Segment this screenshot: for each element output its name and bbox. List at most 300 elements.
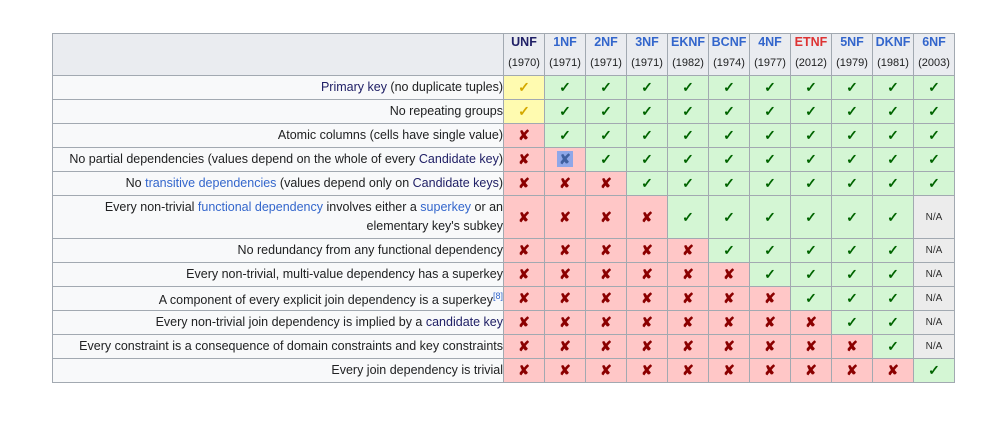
cross-icon: ✘ (846, 362, 858, 379)
table-cell (791, 148, 832, 172)
table-cell (873, 263, 914, 287)
table-cell (832, 148, 873, 172)
table-cell (791, 359, 832, 383)
table-cell (668, 287, 709, 311)
normal-forms-table (52, 33, 955, 383)
table-cell (504, 196, 545, 239)
table-cell (873, 287, 914, 311)
cross-icon: ✘ (887, 362, 899, 379)
cross-icon: ✘ (518, 242, 530, 258)
table-cell (668, 124, 709, 148)
check-icon: ✓ (723, 103, 735, 119)
table-cell (627, 311, 668, 335)
table-cell (914, 359, 955, 383)
cross-icon: ✘ (559, 290, 571, 307)
check-icon: ✓ (846, 103, 858, 119)
column-header-bcnf (709, 34, 750, 76)
table-cell (627, 148, 668, 172)
check-icon: ✓ (559, 79, 571, 95)
requirement-label (53, 287, 504, 311)
cross-icon: ✘ (559, 362, 571, 379)
cross-icon: ✘ (641, 242, 653, 258)
table-cell (709, 196, 750, 239)
table-cell (586, 359, 627, 383)
table-cell (627, 100, 668, 124)
column-year: (2003) (918, 57, 950, 69)
cross-icon: ✘ (518, 151, 530, 167)
check-icon: ✓ (928, 79, 940, 95)
table-cell (750, 148, 791, 172)
requirement-label (53, 239, 504, 263)
cross-icon: ✘ (600, 266, 612, 282)
table-cell (668, 239, 709, 263)
table-cell (750, 335, 791, 359)
table-cell (791, 287, 832, 311)
check-icon: ✓ (518, 79, 530, 95)
cross-icon: ✘ (600, 338, 612, 355)
table-cell (504, 148, 545, 172)
cross-icon: ✘ (805, 314, 817, 331)
table-cell (586, 287, 627, 311)
table-cell (504, 359, 545, 383)
column-year: (1974) (713, 57, 745, 69)
requirement-text: (values depend only on (276, 176, 413, 190)
check-icon: ✓ (928, 127, 940, 143)
table-cell (791, 311, 832, 335)
table-cell (914, 239, 955, 263)
table-row (53, 239, 955, 263)
column-name[interactable]: 6NF (922, 35, 946, 49)
table-cell (627, 196, 668, 239)
column-name[interactable]: 3NF (635, 35, 659, 49)
cross-icon: ✘ (518, 314, 530, 331)
na-label: N/A (925, 269, 943, 280)
requirement-link[interactable]: Candidate key (418, 152, 499, 166)
check-icon: ✓ (764, 79, 776, 95)
table-cell (873, 335, 914, 359)
cross-icon: ✘ (641, 208, 653, 225)
table-cell (627, 76, 668, 100)
table-cell (873, 239, 914, 263)
check-icon: ✓ (682, 127, 694, 143)
table-cell (914, 335, 955, 359)
table-cell (873, 359, 914, 383)
table-cell (791, 239, 832, 263)
column-header-3nf (627, 34, 668, 76)
requirement-label (53, 148, 504, 172)
column-header-eknf (668, 34, 709, 76)
table-cell (668, 335, 709, 359)
check-icon: ✓ (682, 175, 694, 191)
table-cell (627, 263, 668, 287)
cross-icon: ✘ (805, 362, 817, 379)
column-name[interactable]: EKNF (670, 35, 706, 49)
cross-icon: ✘ (559, 151, 571, 167)
column-name[interactable]: UNF (511, 35, 537, 49)
check-icon: ✓ (723, 175, 735, 191)
cross-icon: ✘ (518, 127, 530, 143)
requirement-link[interactable]: transitive dependencies (145, 176, 277, 190)
cross-icon: ✘ (764, 338, 776, 355)
requirement-text: No (125, 176, 146, 190)
citation-link[interactable]: [8] (492, 291, 503, 301)
table-cell (545, 335, 586, 359)
check-icon: ✓ (887, 127, 899, 143)
table-cell (750, 172, 791, 196)
check-icon: ✓ (723, 208, 735, 225)
table-cell (545, 100, 586, 124)
cross-icon: ✘ (518, 175, 530, 191)
table-cell (914, 148, 955, 172)
table-cell (914, 76, 955, 100)
check-icon: ✓ (846, 290, 858, 307)
requirement-label (53, 100, 504, 124)
check-icon: ✓ (764, 127, 776, 143)
table-cell (709, 359, 750, 383)
cross-icon: ✘ (600, 362, 612, 379)
check-icon: ✓ (641, 127, 653, 143)
cross-icon: ✘ (600, 290, 612, 307)
table-cell (586, 335, 627, 359)
table-row (53, 76, 955, 100)
table-cell (750, 287, 791, 311)
cross-icon: ✘ (559, 338, 571, 355)
requirement-link[interactable]: candidate key (425, 315, 503, 330)
check-icon: ✓ (805, 290, 817, 307)
cross-icon: ✘ (764, 314, 776, 331)
table-cell (832, 359, 873, 383)
table-cell (750, 239, 791, 263)
requirement-link[interactable]: Primary key (320, 80, 387, 94)
cross-icon: ✘ (600, 242, 612, 258)
requirement-label (53, 76, 504, 100)
check-icon: ✓ (846, 127, 858, 143)
table-cell (709, 100, 750, 124)
cross-icon: ✘ (723, 290, 735, 307)
check-icon: ✓ (723, 79, 735, 95)
na-label: N/A (925, 245, 943, 256)
table-cell (873, 76, 914, 100)
requirement-label (53, 124, 504, 148)
check-icon: ✓ (805, 208, 817, 225)
table-cell (709, 239, 750, 263)
column-name[interactable]: DKNF (875, 35, 911, 49)
table-cell (586, 311, 627, 335)
table-cell (914, 287, 955, 311)
cross-icon: ✘ (682, 362, 694, 379)
cross-icon: ✘ (641, 290, 653, 307)
check-icon: ✓ (805, 151, 817, 167)
check-icon: ✓ (723, 151, 735, 167)
table-cell (709, 172, 750, 196)
table-cell (873, 100, 914, 124)
requirement-text: ) (498, 176, 503, 190)
cross-icon: ✘ (723, 314, 735, 331)
cross-icon: ✘ (723, 266, 735, 282)
requirement-text: Every join dependency is trivial (331, 363, 503, 378)
table-body (53, 76, 955, 383)
table-cell (791, 76, 832, 100)
cross-icon: ✘ (764, 362, 776, 379)
requirement-link[interactable]: functional dependency (197, 200, 324, 214)
column-header-1nf (545, 34, 586, 76)
check-icon: ✓ (641, 175, 653, 191)
check-icon: ✓ (641, 103, 653, 119)
check-icon: ✓ (887, 338, 899, 355)
table-row (53, 311, 955, 335)
check-icon: ✓ (846, 242, 858, 258)
table-cell (791, 124, 832, 148)
table-cell (504, 172, 545, 196)
table-cell (914, 311, 955, 335)
table-cell (627, 359, 668, 383)
check-icon: ✓ (805, 266, 817, 282)
column-name[interactable]: BCNF (711, 35, 747, 49)
cross-icon: ✘ (682, 266, 694, 282)
requirement-label (53, 335, 504, 359)
column-year: (1970) (508, 57, 540, 69)
table-cell (668, 100, 709, 124)
table-cell (545, 263, 586, 287)
table-cell (832, 100, 873, 124)
table-cell (627, 287, 668, 311)
table-cell (914, 172, 955, 196)
table-row (53, 100, 955, 124)
requirement-link[interactable]: superkey (420, 200, 472, 214)
check-icon: ✓ (805, 103, 817, 119)
table-cell (504, 239, 545, 263)
check-icon: ✓ (682, 208, 694, 225)
cross-icon: ✘ (682, 338, 694, 355)
requirement-link[interactable]: Candidate keys (412, 176, 499, 190)
table-cell (709, 335, 750, 359)
table-cell (627, 239, 668, 263)
check-icon: ✓ (559, 103, 571, 119)
table-cell (750, 263, 791, 287)
table-cell (750, 124, 791, 148)
column-year: (2012) (795, 57, 827, 69)
table-cell (873, 148, 914, 172)
table-cell (504, 263, 545, 287)
cross-icon: ✘ (641, 266, 653, 282)
table-row (53, 172, 955, 196)
column-name[interactable]: ETNF (794, 35, 828, 49)
table-cell (750, 311, 791, 335)
check-icon: ✓ (887, 314, 899, 331)
table-cell (791, 172, 832, 196)
column-year: (1982) (672, 57, 704, 69)
table-cell (791, 335, 832, 359)
cross-icon: ✘ (518, 290, 530, 307)
check-icon: ✓ (764, 103, 776, 119)
table-cell (832, 335, 873, 359)
na-label: N/A (925, 211, 943, 223)
check-icon: ✓ (887, 290, 899, 307)
check-icon: ✓ (887, 266, 899, 282)
check-icon: ✓ (887, 208, 899, 225)
table-cell (504, 335, 545, 359)
table-cell (668, 148, 709, 172)
column-name[interactable]: 2NF (594, 35, 618, 49)
check-icon: ✓ (887, 79, 899, 95)
table-cell (668, 172, 709, 196)
table-cell (709, 148, 750, 172)
check-icon: ✓ (764, 266, 776, 282)
cross-icon: ✘ (559, 175, 571, 191)
table-cell (668, 263, 709, 287)
requirement-text: or an elementary key's subkey (366, 200, 503, 233)
table-row (53, 263, 955, 287)
table-cell (545, 359, 586, 383)
check-icon: ✓ (600, 151, 612, 167)
table-cell (545, 239, 586, 263)
table-cell (791, 263, 832, 287)
table-cell (709, 76, 750, 100)
column-header-etnf (791, 34, 832, 76)
cross-icon: ✘ (764, 290, 776, 307)
check-icon: ✓ (846, 314, 858, 331)
column-header-5nf (832, 34, 873, 76)
table-cell (832, 311, 873, 335)
table-cell (873, 172, 914, 196)
table-cell (873, 311, 914, 335)
table-cell (545, 311, 586, 335)
check-icon: ✓ (887, 175, 899, 191)
table-row (53, 287, 955, 311)
check-icon: ✓ (764, 242, 776, 258)
cross-icon: ✘ (559, 242, 571, 258)
requirement-label (53, 263, 504, 287)
table-cell (750, 359, 791, 383)
check-icon: ✓ (764, 151, 776, 167)
na-label: N/A (925, 341, 943, 353)
requirement-text: Atomic columns (cells have single value) (277, 128, 503, 142)
column-year: (1977) (754, 57, 786, 69)
requirement-text: (no duplicate tuples) (386, 80, 503, 94)
table-cell (627, 124, 668, 148)
cross-icon: ✘ (518, 266, 530, 282)
table-cell (504, 100, 545, 124)
table-cell (545, 124, 586, 148)
table-cell (545, 287, 586, 311)
cross-icon: ✘ (559, 208, 571, 225)
table-cell (545, 196, 586, 239)
column-header-6nf (914, 34, 955, 76)
check-icon: ✓ (641, 151, 653, 167)
na-label: N/A (925, 317, 943, 329)
column-header-dknf (873, 34, 914, 76)
requirement-text: No partial dependencies (values depend on the whole of every (69, 152, 419, 166)
table-cell (586, 148, 627, 172)
table-row (53, 196, 955, 239)
check-icon: ✓ (600, 127, 612, 143)
cross-icon: ✘ (682, 314, 694, 331)
table-cell (627, 172, 668, 196)
check-icon: ✓ (928, 362, 940, 379)
table-cell (586, 100, 627, 124)
table-cell (750, 76, 791, 100)
check-icon: ✓ (518, 103, 530, 119)
table-cell (668, 76, 709, 100)
column-year: (1971) (631, 57, 663, 69)
check-icon: ✓ (846, 175, 858, 191)
cross-icon: ✘ (641, 362, 653, 379)
requirement-label (53, 172, 504, 196)
check-icon: ✓ (723, 127, 735, 143)
table-row (53, 335, 955, 359)
table-cell (586, 196, 627, 239)
requirement-text: ) (498, 152, 503, 166)
check-icon: ✓ (887, 103, 899, 119)
check-icon: ✓ (928, 151, 940, 167)
cross-icon: ✘ (723, 362, 735, 379)
table-cell (914, 100, 955, 124)
check-icon: ✓ (805, 127, 817, 143)
table-cell (504, 124, 545, 148)
column-name[interactable]: 4NF (758, 35, 782, 49)
check-icon: ✓ (600, 103, 612, 119)
check-icon: ✓ (805, 79, 817, 95)
cross-icon: ✘ (518, 362, 530, 379)
table-cell (873, 124, 914, 148)
requirement-text: Every non-trivial, multi-value dependency has a superkey (186, 267, 503, 281)
table-cell (545, 172, 586, 196)
table-cell (709, 124, 750, 148)
table-row (53, 124, 955, 148)
column-name[interactable]: 5NF (840, 35, 864, 49)
cross-icon: ✘ (682, 290, 694, 307)
check-icon: ✓ (764, 175, 776, 191)
table-cell (832, 76, 873, 100)
column-year: (1971) (590, 57, 622, 69)
check-icon: ✓ (805, 242, 817, 258)
column-year: (1981) (877, 57, 909, 69)
cross-icon: ✘ (600, 175, 612, 191)
check-icon: ✓ (887, 151, 899, 167)
requirement-label (53, 196, 504, 239)
check-icon: ✓ (559, 127, 571, 143)
table-cell (791, 196, 832, 239)
table-cell (914, 263, 955, 287)
check-icon: ✓ (600, 79, 612, 95)
table-row (53, 148, 955, 172)
cross-icon: ✘ (518, 208, 530, 225)
cross-icon: ✘ (559, 314, 571, 331)
table-cell (832, 239, 873, 263)
requirement-text: A component of every explicit join dependency is a superkey (158, 293, 493, 308)
cross-icon: ✘ (682, 242, 694, 258)
check-icon: ✓ (846, 79, 858, 95)
requirement-text: involves either a (323, 200, 421, 214)
column-year: (1971) (549, 57, 581, 69)
check-icon: ✓ (887, 242, 899, 258)
header-row (53, 34, 955, 76)
check-icon: ✓ (846, 151, 858, 167)
table-cell (668, 196, 709, 239)
cross-icon: ✘ (600, 208, 612, 225)
check-icon: ✓ (846, 208, 858, 225)
table-cell (586, 172, 627, 196)
requirement-label (53, 359, 504, 383)
check-icon: ✓ (641, 79, 653, 95)
column-name[interactable]: 1NF (553, 35, 577, 49)
cross-icon: ✘ (805, 338, 817, 355)
na-label: N/A (925, 293, 943, 305)
table-cell (586, 124, 627, 148)
table-cell (832, 263, 873, 287)
check-icon: ✓ (682, 103, 694, 119)
table-cell (586, 239, 627, 263)
